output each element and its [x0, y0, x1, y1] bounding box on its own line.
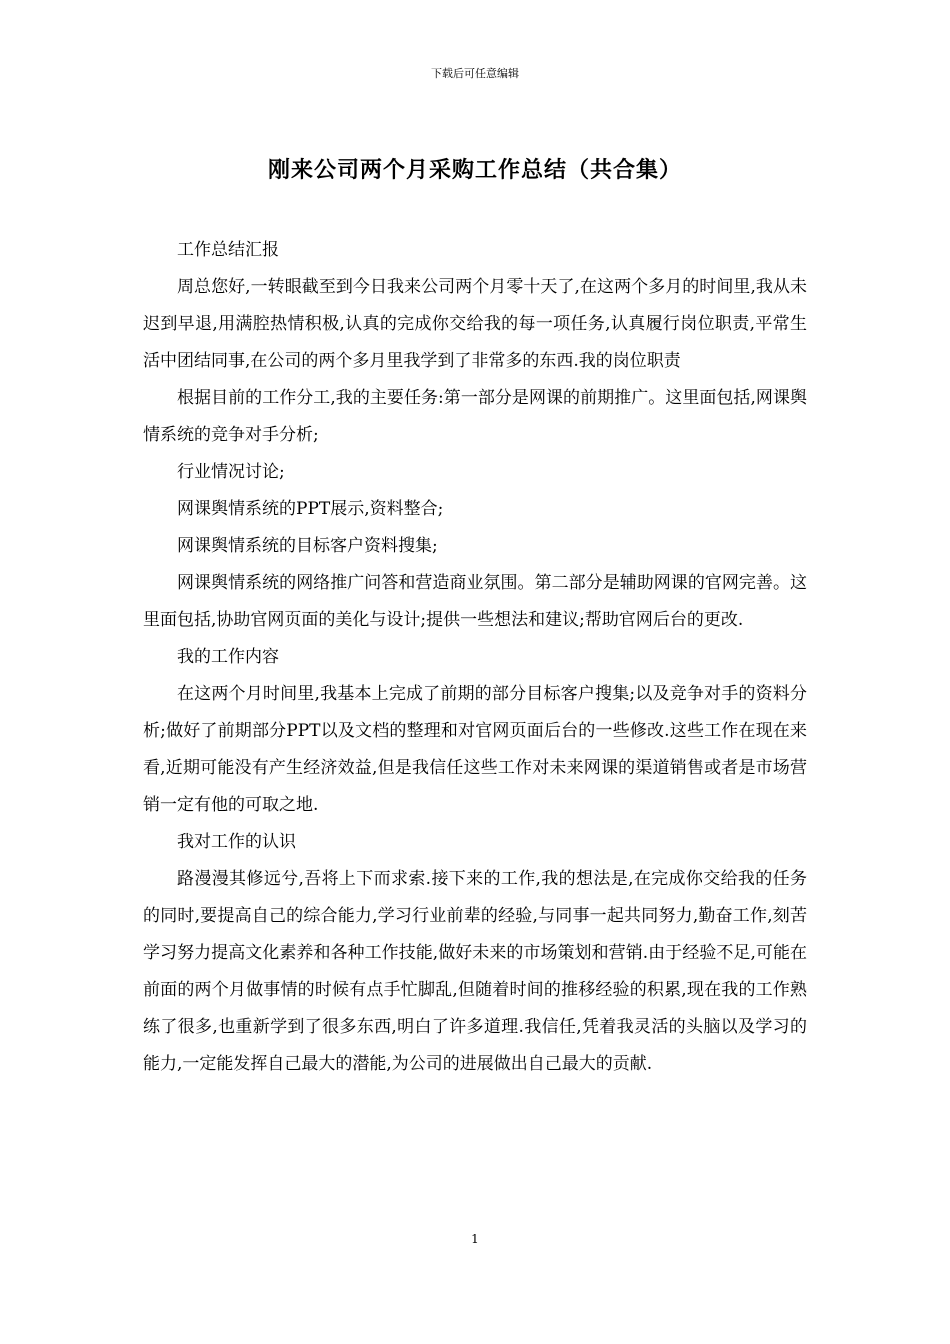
- section-heading-work-content: 我的工作内容: [177, 647, 279, 667]
- page-number: 1: [471, 1232, 479, 1246]
- document-body: [143, 232, 807, 1083]
- document-title: 刚来公司两个月采购工作总结（共合集）: [267, 158, 682, 183]
- paragraph-ppt-presentation: 网课舆情系统的PPT展示,资料整合;: [177, 499, 444, 519]
- paragraph-work-understanding: 路漫漫其修远兮,吾将上下而求索.接下来的工作,我的想法是,在完成你交给我的任务的同时,要提高自己的综合能力,学习行业前辈的经验,与同事一起共同努力,勤奋工作,刻苦学习努力提高文化素养和各种工作技能,做好未来的市场策划和营销.由于经验不足,可能在前面的两个月做事情的时候有点手忙脚乱,但随着时间的推移经验的积累,现在我的工作熟练了很多,也重新学到了很多东西,明白了许多道理.我信任,凭着我灵活的头脑以及学习的能力,一定能发挥自己最大的潜能,为公司的进展做出自己最大的贡献.: [143, 869, 807, 1074]
- paragraph-industry-discussion: 行业情况讨论;: [177, 462, 285, 482]
- paragraph-task-division: 根据目前的工作分工,我的主要任务:第一部分是网课的前期推广。这里面包括,网课舆情系统的竞争对手分析;: [143, 388, 807, 445]
- paragraph-network-promotion: 网课舆情系统的网络推广问答和营造商业氛围。第二部分是辅助网课的官网完善。这里面包括,协助官网页面的美化与设计;提供一些想法和建议;帮助官网后台的更改.: [143, 573, 807, 630]
- section-heading-report: 工作总结汇报: [177, 240, 279, 260]
- section-heading-work-understanding: 我对工作的认识: [177, 832, 296, 852]
- paragraph-greeting: 周总您好,一转眼截至到今日我来公司两个月零十天了,在这两个多月的时间里,我从未迟到早退,用满腔热情积极,认真的完成你交给我的每一项任务,认真履行岗位职责,平常生活中团结同事,在公司的两个多月里我学到了非常多的东西.我的岗位职责: [143, 277, 807, 371]
- paragraph-work-content: 在这两个月时间里,我基本上完成了前期的部分目标客户搜集;以及竞争对手的资料分析;做好了前期部分PPT以及文档的整理和对官网页面后台的一些修改.这些工作在现在来看,近期可能没有产生经济效益,但是我信任这些工作对未来网课的渠道销售或者是市场营销一定有他的可取之地.: [143, 684, 807, 815]
- header-note: 下载后可任意编辑: [431, 67, 519, 80]
- paragraph-client-collection: 网课舆情系统的目标客户资料搜集;: [177, 536, 438, 556]
